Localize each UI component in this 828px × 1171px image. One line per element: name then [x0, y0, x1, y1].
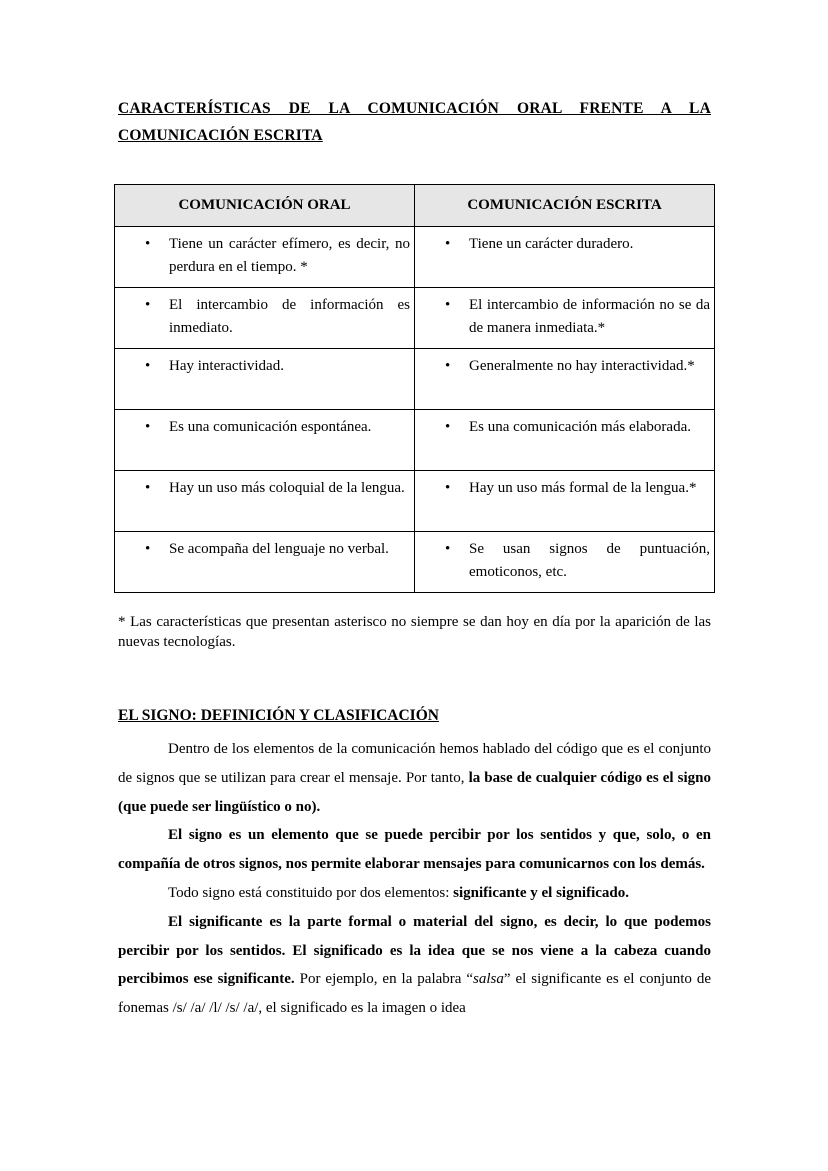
p4-bold-text: El significante es la parte formal o material del signo, es decir, lo que podemos percibir por los sentidos. El significado es la idea que se nos viene a la cabeza cuando percibimos ese significante.	[118, 913, 711, 988]
p2-bold-text: El signo es un elemento que se puede percibir por los sentidos y que, solo, o en compañía de otros signos, nos permite elaborar mensajes para comunicarnos con los demás.	[118, 827, 711, 873]
table-row	[115, 471, 715, 532]
table-row	[115, 227, 715, 288]
bullet-icon: •	[145, 419, 151, 435]
cell-text: Hay un uso más formal de la lengua.*	[469, 480, 697, 496]
table-cell	[415, 227, 715, 288]
cell-text: Hay interactividad.	[169, 358, 284, 374]
paragraph-2	[118, 821, 711, 879]
paragraph-3	[118, 879, 711, 908]
cell-text: Generalmente no hay interactividad.*	[469, 358, 695, 374]
p4-text-a: Por ejemplo, en la palabra “	[294, 971, 474, 988]
bullet-icon: •	[145, 297, 151, 313]
bullet-icon: •	[145, 541, 151, 557]
cell-text: Se usan signos de puntuación, emoticonos, etc.	[469, 541, 710, 580]
paragraph-4	[118, 908, 711, 1023]
bullet-icon: •	[445, 419, 451, 435]
p1-bold-text: la base de cualquier código es el signo (que puede ser lingüístico o no).	[118, 769, 712, 815]
p4-text-b: ” el significante es el conjunto de fonemas /s/ /a/ /l/ /s/ /a/, el significado es la imagen o idea	[118, 971, 711, 1017]
cell-text: Es una comunicación más elaborada.	[469, 419, 691, 435]
cell-text: Tiene un carácter duradero.	[469, 236, 634, 252]
p3-text: Todo signo está constituido por dos elementos:	[168, 884, 454, 901]
bullet-icon: •	[445, 297, 451, 313]
p3-bold-text: significante y el significado.	[453, 884, 630, 901]
cell-text: Se acompaña del lenguaje no verbal.	[169, 541, 389, 557]
p1-text: Dentro de los elementos de la comunicación hemos hablado del código que es el conjunto de signos que se utilizan para crear el mensaje. Por tanto,	[118, 741, 711, 786]
table-row	[115, 532, 715, 593]
bullet-icon: •	[145, 480, 151, 496]
bullet-icon: •	[445, 358, 451, 374]
p4-italic-word: salsa	[473, 971, 504, 988]
cell-text: El intercambio de información es inmediato.	[169, 297, 410, 336]
section-heading: EL SIGNO: DEFINICIÓN Y CLASIFICACIÓN	[118, 707, 439, 724]
page-title	[118, 95, 711, 149]
section-body	[118, 735, 711, 1023]
table-row	[115, 410, 715, 471]
table-row	[115, 349, 715, 410]
table-cell	[115, 288, 415, 349]
bullet-icon: •	[445, 236, 451, 252]
table-cell	[415, 410, 715, 471]
table-header-row	[115, 185, 715, 227]
table-cell	[115, 410, 415, 471]
table-cell	[115, 471, 415, 532]
table-cell	[415, 288, 715, 349]
title-line-1: CARACTERÍSTICAS DE LA COMUNICACIÓN ORAL FRENTE A LA	[118, 100, 711, 117]
table-cell	[415, 349, 715, 410]
table-cell	[115, 227, 415, 288]
comparison-table	[114, 184, 715, 593]
header-escrita: COMUNICACIÓN ESCRITA	[415, 185, 715, 227]
header-oral: COMUNICACIÓN ORAL	[115, 185, 415, 227]
table-cell	[115, 532, 415, 593]
bullet-icon: •	[145, 358, 151, 374]
paragraph-1	[118, 735, 711, 821]
cell-text: Tiene un carácter efímero, es decir, no perdura en el tiempo. *	[169, 236, 410, 275]
table-cell	[415, 532, 715, 593]
cell-text: Hay un uso más coloquial de la lengua.	[169, 480, 405, 496]
bullet-icon: •	[445, 541, 451, 557]
bullet-icon: •	[145, 236, 151, 252]
bullet-icon: •	[445, 480, 451, 496]
cell-text: El intercambio de información no se da de manera inmediata.*	[469, 297, 710, 336]
title-line-2: COMUNICACIÓN ESCRITA	[118, 127, 323, 144]
table-cell	[415, 471, 715, 532]
table-row	[115, 288, 715, 349]
asterisk-note: * Las características que presentan asterisco no siempre se dan hoy en día por la aparición de las nuevas tecnologías.	[118, 614, 711, 650]
cell-text: Es una comunicación espontánea.	[169, 419, 372, 435]
table-cell	[115, 349, 415, 410]
